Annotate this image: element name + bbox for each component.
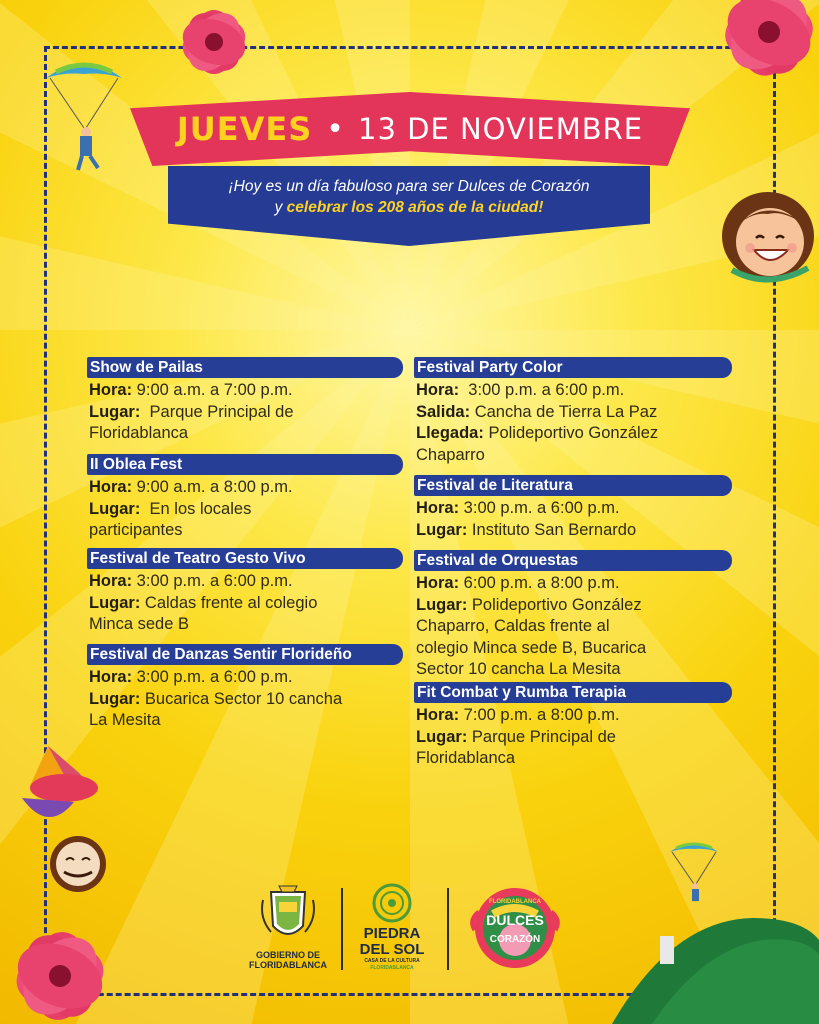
event-title: Fit Combat y Rumba Terapia (414, 682, 732, 703)
event-detail-line (416, 705, 732, 727)
coat-of-arms-icon (257, 882, 319, 946)
event-detail-label: Hora: (416, 499, 460, 517)
event-detail-line (416, 638, 732, 660)
event-detail-value: 3:00 p.m. a 6:00 p.m. (459, 499, 620, 517)
event-detail-label: Lugar: (416, 520, 468, 539)
event-detail-line (89, 571, 403, 593)
event-detail-value: Bucarica Sector 10 cancha (140, 689, 343, 708)
event-detail-label: Hora: (416, 706, 460, 724)
gobierno-logo-text (245, 950, 331, 970)
event-detail-value: Chaparro (416, 445, 485, 464)
event-title: Festival Party Color (414, 357, 732, 378)
carnival-mask-icon (18, 742, 114, 894)
event-detail-line (416, 402, 732, 424)
event-detail-value: Caldas frente al colegio (140, 593, 318, 612)
event-detail-line (89, 499, 403, 521)
event-detail-value: Instituto San Bernardo (467, 520, 637, 539)
event-detail-line (89, 423, 403, 445)
event-details (414, 703, 732, 770)
piedra-sub: CASA DE LA CULTURA (364, 958, 420, 964)
event-block (87, 357, 403, 445)
subtitle-line-2 (168, 197, 650, 218)
event-block (414, 550, 732, 681)
event-detail-label: Lugar: (89, 499, 141, 518)
event-detail-line (416, 520, 732, 542)
event-detail-value: Floridablanca (416, 749, 516, 767)
event-detail-value: 3:00 p.m. a 6:00 p.m. (459, 381, 625, 399)
header-date (150, 100, 670, 158)
event-detail-line (89, 689, 403, 711)
paraglider-icon (668, 838, 720, 910)
event-detail-label: Lugar: (416, 595, 468, 614)
event-detail-value: La Mesita (89, 711, 161, 729)
event-detail-value: Polideportivo González (467, 595, 642, 614)
event-detail-line (416, 423, 732, 445)
event-detail-label: Hora: (416, 381, 460, 399)
event-details (87, 665, 403, 732)
event-detail-value: 3:00 p.m. a 6:00 p.m. (132, 572, 293, 590)
subtitle-line-1: ¡Hoy es un día fabuloso para ser Dulces de Corazón (228, 178, 590, 195)
event-details (87, 475, 403, 542)
event-block (414, 357, 732, 466)
event-title: Show de Pailas (87, 357, 403, 378)
event-detail-line (89, 614, 403, 636)
event-detail-value: participantes (89, 521, 183, 539)
event-detail-label: Hora: (89, 668, 133, 686)
event-detail-label: Lugar: (89, 402, 141, 421)
sponsor-logos (245, 880, 575, 980)
event-detail-line (416, 616, 732, 638)
event-detail-label: Hora: (416, 574, 460, 592)
event-detail-line (89, 520, 403, 542)
hibiscus-flower-icon (694, 0, 819, 110)
subtitle-highlight: celebrar los 208 años de la ciudad! (286, 199, 544, 216)
event-detail-line (89, 710, 403, 732)
event-block (87, 644, 403, 732)
event-details (414, 496, 732, 541)
event-detail-line (89, 402, 403, 424)
piedra-del-sol-icon (371, 882, 413, 924)
event-detail-value: colegio Minca sede B, Bucarica (416, 638, 647, 657)
event-detail-line (89, 667, 403, 689)
event-detail-label: Lugar: (416, 727, 468, 746)
event-detail-line (416, 659, 732, 681)
event-detail-line (416, 445, 732, 467)
date-label: 13 DE NOVIEMBRE (358, 112, 644, 146)
event-block (87, 454, 403, 542)
hibiscus-flower-icon (162, 0, 262, 88)
dulces-top: FLORIDABLANCA (489, 899, 541, 905)
gobierno-line-2: FLORIDABLANCA (249, 960, 327, 970)
event-detail-value: 9:00 a.m. a 8:00 p.m. (132, 478, 293, 496)
dulces-logo-text (465, 898, 565, 946)
event-detail-value: Sector 10 cancha La Mesita (416, 660, 621, 678)
event-detail-line (416, 380, 732, 402)
event-title: Festival de Teatro Gesto Vivo (87, 548, 403, 569)
event-detail-line (89, 477, 403, 499)
separator-dot: • (326, 111, 344, 147)
event-detail-value: Floridablanca (89, 424, 189, 442)
green-hill-decoration (612, 910, 819, 1024)
event-detail-value: Parque Principal de (467, 727, 616, 746)
event-detail-line (416, 748, 732, 770)
event-detail-value: Cancha de Tierra La Paz (470, 402, 658, 421)
event-detail-label: Llegada: (416, 424, 484, 442)
event-detail-line (89, 593, 403, 615)
event-detail-line (416, 573, 732, 595)
event-detail-label: Hora: (89, 381, 133, 399)
event-title: Festival de Danzas Sentir Florideño (87, 644, 403, 665)
dulces-sub: CORAZÓN (489, 934, 541, 945)
piedra-logo-text (351, 926, 433, 971)
logo-divider (447, 888, 449, 970)
event-detail-line (89, 380, 403, 402)
event-block (414, 682, 732, 770)
hibiscus-flower-icon (0, 910, 135, 1024)
piedra-line-2: DEL SOL (359, 941, 425, 958)
event-detail-value: 7:00 p.m. a 8:00 p.m. (459, 706, 620, 724)
event-detail-line (416, 595, 732, 617)
piedra-line-1: PIEDRA (363, 925, 421, 942)
event-detail-label: Hora: (89, 478, 133, 496)
event-detail-line (416, 727, 732, 749)
paraglider-icon (42, 56, 126, 174)
event-detail-value: 9:00 a.m. a 7:00 p.m. (132, 381, 293, 399)
event-title: Festival de Orquestas (414, 550, 732, 571)
subtitle (168, 176, 650, 218)
piedra-sub-2: FLORIDABLANCA (370, 965, 414, 971)
event-detail-value: 3:00 p.m. a 6:00 p.m. (132, 668, 293, 686)
smiling-girl-icon (712, 190, 819, 290)
event-title: II Oblea Fest (87, 454, 403, 475)
event-detail-label: Lugar: (89, 689, 141, 708)
event-detail-line (416, 498, 732, 520)
event-detail-value: Chaparro, Caldas frente al (416, 617, 610, 635)
event-detail-value: Minca sede B (89, 615, 189, 633)
event-details (87, 569, 403, 636)
event-details (87, 378, 403, 445)
event-detail-label: Lugar: (89, 593, 141, 612)
day-label: JUEVES (176, 110, 313, 148)
logo-divider (341, 888, 343, 970)
subtitle-prefix: y (274, 199, 283, 216)
event-title: Festival de Literatura (414, 475, 732, 496)
event-block (87, 548, 403, 636)
event-detail-value: Polideportivo González (483, 424, 659, 442)
gobierno-line-1: GOBIERNO DE (255, 950, 320, 960)
event-details (414, 378, 732, 466)
event-details (414, 571, 732, 681)
event-detail-value: 6:00 p.m. a 8:00 p.m. (459, 574, 620, 592)
event-block (414, 475, 732, 541)
event-detail-value: Parque Principal de (140, 402, 294, 421)
dulces-main: DULCES (486, 912, 544, 928)
event-detail-label: Hora: (89, 572, 133, 590)
event-detail-value: En los locales (140, 499, 252, 518)
event-detail-label: Salida: (416, 402, 471, 421)
